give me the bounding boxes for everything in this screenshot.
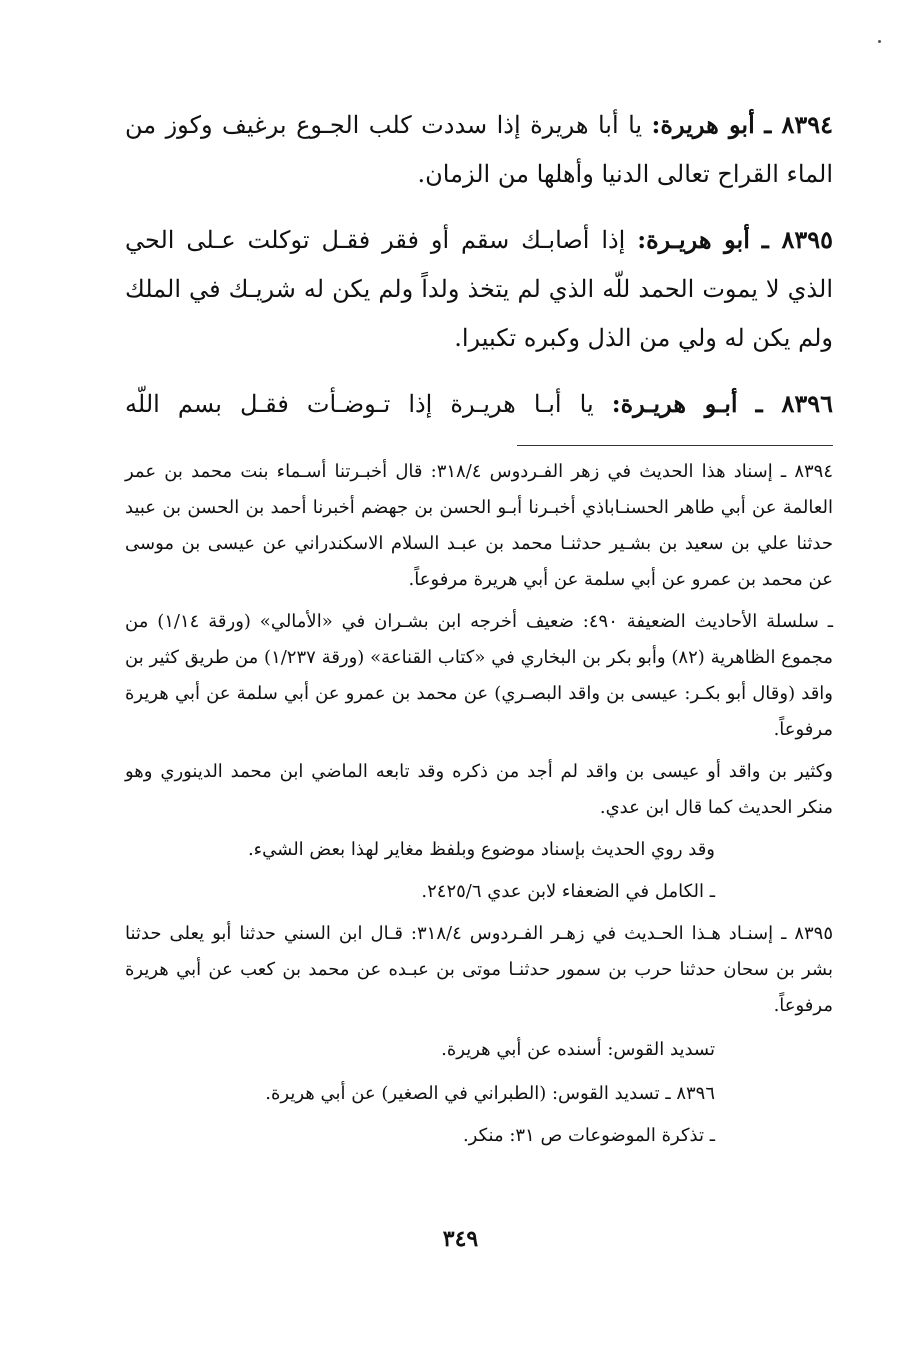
footnote-8395-tasdid: تسديد القوس: أسنده عن أبي هريرة. (441, 1039, 715, 1060)
footnote-8395-isnad: ٨٣٩٥ ـ إسنـاد هـذا الحـديث في زهـر الفـردوس ٣١٨/٤: قـال ابن السني حدثنا أبو يعلى حدثنا بشر بن سحان حدثنا حرب بن سمور حدثنـا موتى بن عبـده عن محمد بن كعب عن أبي هريرة مرفوعاً. (125, 923, 833, 1016)
entry-number: ٨٣٩٤ ـ (764, 110, 834, 139)
footnote-8394-note: وقد روي الحديث بإسناد موضوع وبلفظ مغاير لهذا بعض الشيء. (247, 839, 715, 860)
footnote-8394-silsila: ـ سلسلة الأحاديث الضعيفة ٤٩٠: ضعيف أخرجه ابن بشـران في «الأمالي» (ورقة ١/١٤) من مجموع الظاهرية (٨٢) وأبو بكر بن البخاري في «كتاب القناعة» (ورقة ١/٢٣٧) من طريق كثير بن واقد (وقال أبو بكـر: عيسى بن واقد البصـري) عن محمد بن عمرو عن أبي سلمة عن أبي هريرة مرفوعاً. (125, 611, 833, 740)
footnote-8394-isnad: ٨٣٩٤ ـ إسناد هذا الحديث في زهر الفـردوس ٣١٨/٤: قال أخبـرتنا أسـماء بنت محمد بن عمر العالمة عن أبي طاهر الحسنـاباذي أخبـرنا أبـو الحسن بن جهضم أخبرنا أحمد بن الحسن بن عبيد حدثنا علي بن سعيد بن بشـير حدثنـا محمد بن عبـد السلام الاسكندراني عن عيسى بن موسى عن محمد بن عمرو عن أبي سلمة عن أبي هريرة مرفوعاً. (125, 461, 833, 590)
footnote-8394-kamil: ـ الكامل في الضعفاء لابن عدي ٢٤٢٥/٦. (421, 881, 715, 902)
entry-8394 (125, 100, 833, 199)
page-body (125, 100, 833, 1160)
footnotes (125, 454, 833, 1154)
entry-text: إذا أصابـك سقم أو فقر فقـل توكلت عـلى الحي الذي لا يموت الحمد للّه الذي لم يتخذ ولداً ولم يكن له شريـك في الملك ولم يكن له ولي من الذل وكبره تكبيرا. (125, 226, 833, 352)
entry-narrator: أبو هريـرة: (637, 225, 750, 254)
entry-text: يا أبـا هريـرة إذا تـوضـأت فقـل بسم اللّه (125, 390, 594, 418)
entry-number: ٨٣٩٥ ـ (761, 225, 833, 254)
entry-text: يا أبا هريرة إذا سددت كلب الجـوع برغيف وكوز من الماء القراح تعالى الدنيا وأهلها من الزمان. (125, 111, 833, 188)
entry-number: ٨٣٩٦ ـ (755, 389, 834, 418)
entry-narrator: أبـو هريـرة: (611, 389, 738, 418)
entry-8396 (125, 379, 833, 429)
entry-8395 (125, 215, 833, 363)
page-number: ٣٤٩ (442, 1226, 479, 1252)
footnote-8394-comment: وكثير بن واقد أو عيسى بن واقد لم أجد من ذكره وقد تابعه الماضي ابن محمد الدينوري وهو منكر الحديث كما قال ابن عدي. (125, 761, 833, 818)
footnote-8396-tasdid: ٨٣٩٦ ـ تسديد القوس: (الطبراني في الصغير) عن أبي هريرة. (265, 1083, 715, 1104)
footnote-8396-tadhkira: ـ تذكرة الموضوعات ص ٣١: منكر. (462, 1125, 715, 1146)
scan-speck (878, 40, 881, 43)
main-text (125, 100, 833, 429)
entry-narrator: أبو هريرة: (651, 110, 755, 139)
footnote-divider (517, 445, 833, 446)
